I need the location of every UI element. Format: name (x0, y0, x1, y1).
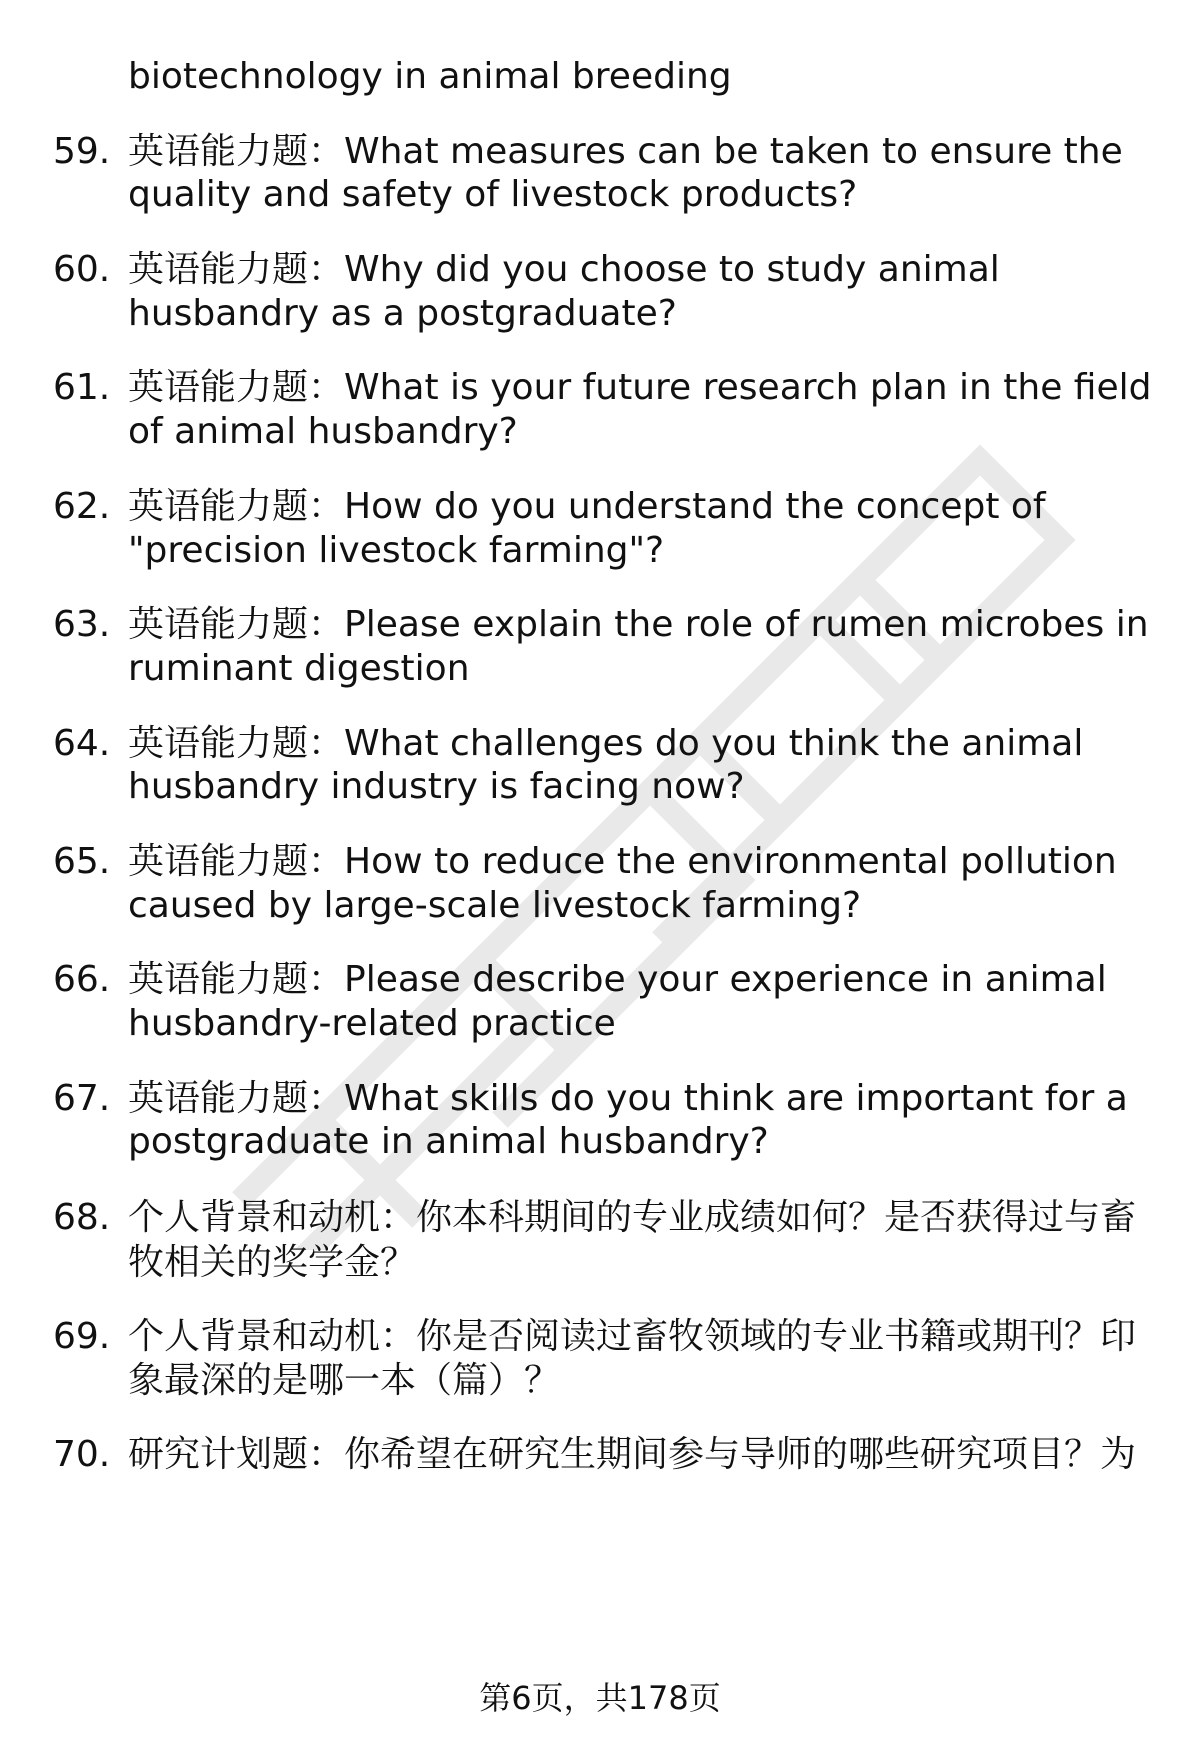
item-number: 62. (53, 486, 111, 527)
item-text: postgraduate in animal husbandry? (128, 1121, 769, 1162)
item-text: 英语能力题：Please describe your experience in animal (128, 959, 1107, 1000)
item-text: quality and safety of livestock products? (128, 174, 858, 215)
item-text: 牧相关的奖学金？ (128, 1242, 417, 1283)
item-text: 英语能力题：Why did you choose to study animal (128, 249, 1000, 290)
item-number: 59. (53, 131, 111, 172)
item-text: 英语能力题：What skills do you think are important for a (128, 1078, 1128, 1119)
item-text: 英语能力题：What is your future research plan in the field (128, 367, 1152, 408)
item-text: 英语能力题：What challenges do you think the animal (128, 723, 1084, 764)
item-text: 研究计划题：你希望在研究生期间参与导师的哪些研究项目？为 (128, 1434, 1137, 1475)
item-text: 象最深的是哪一本（篇）？ (128, 1360, 561, 1401)
item-number: 63. (53, 604, 111, 645)
item-text: 英语能力题：How to reduce the environmental pollution (128, 841, 1117, 882)
item-number: 68. (53, 1197, 111, 1238)
item-text: caused by large-scale livestock farming? (128, 885, 862, 926)
item-text: 个人背景和动机：你是否阅读过畜牧领域的专业书籍或期刊？印 (128, 1316, 1137, 1357)
item-number: 64. (53, 723, 111, 764)
item-text: "precision livestock farming"? (128, 530, 665, 571)
item-number: 67. (53, 1078, 111, 1119)
item-text: of animal husbandry? (128, 411, 518, 452)
item-text: husbandry as a postgraduate? (128, 293, 677, 334)
item-text: ruminant digestion (128, 648, 470, 689)
item-text: 英语能力题：Please explain the role of rumen microbes in (128, 604, 1149, 645)
item-number: 70. (53, 1434, 111, 1475)
item-number: 65. (53, 841, 111, 882)
item-text: 英语能力题：How do you understand the concept of (128, 486, 1046, 527)
item-number: 69. (53, 1316, 111, 1357)
item-number: 66. (53, 959, 111, 1000)
item-number: 60. (53, 249, 111, 290)
item-text: 英语能力题：What measures can be taken to ensure the (128, 131, 1123, 172)
item-number: 61. (53, 367, 111, 408)
item-text: 个人背景和动机：你本科期间的专业成绩如何？是否获得过与畜 (128, 1197, 1137, 1238)
page-number-footer: 第6页，共178页 (479, 1679, 721, 1717)
item-text: husbandry-related practice (128, 1003, 616, 1044)
item-text: husbandry industry is facing now? (128, 766, 745, 807)
item-text: biotechnology in animal breeding (128, 56, 732, 97)
